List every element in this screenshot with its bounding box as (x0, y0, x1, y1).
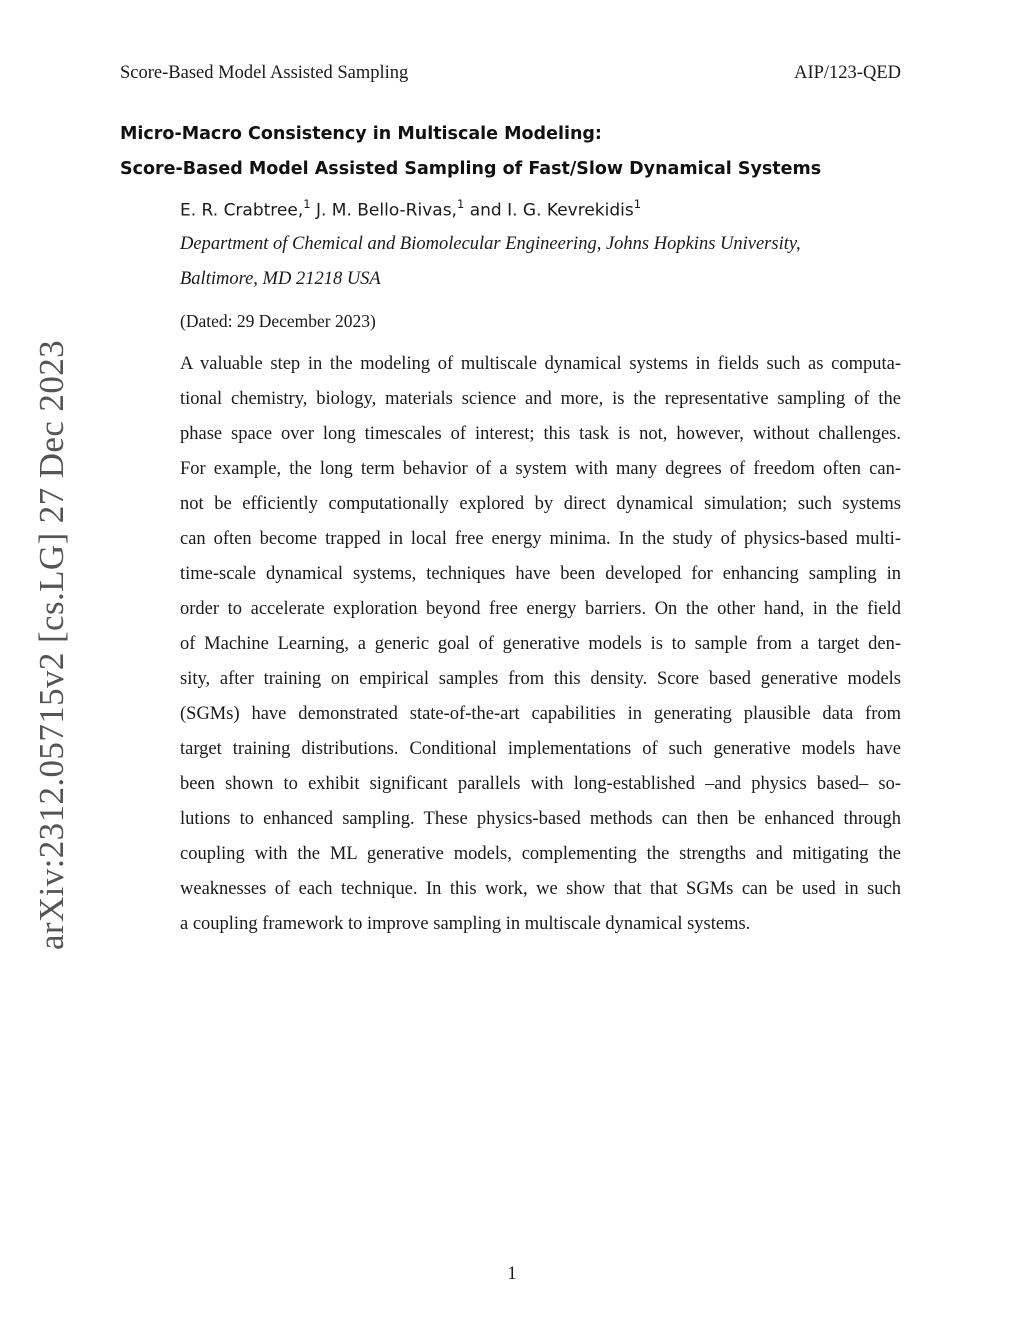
journal-code: AIP/123-QED (794, 63, 901, 83)
abstract-line: lutions to enhanced sampling. These physics-based methods can then be enhanced through (180, 809, 901, 829)
affiliation-line-1: Department of Chemical and Biomolecular Engineering, Johns Hopkins University, (180, 234, 801, 254)
author-name: and I. G. Kevrekidis (469, 200, 634, 221)
abstract-line: not be efficiently computationally explored by direct dynamical simulation; such systems (180, 494, 901, 514)
abstract-line: of Machine Learning, a generic goal of generative models is to sample from a target den- (180, 634, 901, 654)
abstract-line: can often become trapped in local free energy minima. In the study of physics-based multi- (180, 529, 901, 549)
abstract-line: target training distributions. Conditional implementations of such generative models have (180, 739, 901, 759)
abstract-line: weaknesses of each technique. In this work, we show that that SGMs can be used in such (180, 879, 901, 899)
abstract-line: coupling with the ML generative models, complementing the strengths and mitigating the (180, 844, 901, 864)
abstract-line: A valuable step in the modeling of multiscale dynamical systems in fields such as computa- (180, 354, 901, 374)
author-affiliation-mark: 1 (456, 197, 465, 211)
abstract-line: been shown to exhibit significant parallels with long-established –and physics based– so- (180, 774, 901, 794)
abstract-line: For example, the long term behavior of a system with many degrees of freedom often can- (180, 459, 901, 479)
abstract-line: time-scale dynamical systems, techniques have been developed for enhancing sampling in (180, 564, 901, 584)
abstract-line: tional chemistry, biology, materials science and more, is the representative sampling of the (180, 389, 901, 409)
author-name: J. M. Bello-Rivas, (315, 200, 457, 221)
running-header (120, 60, 901, 86)
abstract-line: order to accelerate exploration beyond free energy barriers. On the other hand, in the field (180, 599, 901, 619)
page-number: 1 (507, 1264, 517, 1284)
arxiv-identifier-stamp: arXiv:2312.05715v2 [cs.LG] 27 Dec 2023 (32, 339, 71, 951)
affiliation (180, 227, 900, 297)
abstract-line: sity, after training on empirical samples from this density. Score based generative models (180, 669, 901, 689)
abstract (180, 347, 901, 942)
author-affiliation-mark: 1 (633, 197, 642, 211)
date-line: (Dated: 29 December 2023) (180, 311, 376, 331)
abstract-line: phase space over long timescales of interest; this task is not, however, without challenges. (180, 424, 901, 444)
author-name: E. R. Crabtree, (180, 200, 304, 221)
title-line-2: Score-Based Model Assisted Sampling of Fast/Slow Dynamical Systems (120, 159, 822, 179)
affiliation-line-2: Baltimore, MD 21218 USA (180, 269, 381, 289)
running-title: Score-Based Model Assisted Sampling (120, 63, 409, 83)
author-list (180, 191, 641, 225)
paper-title (120, 117, 920, 187)
author-affiliation-mark: 1 (303, 197, 311, 211)
title-line-1: Micro-Macro Consistency in Multiscale Modeling: (120, 124, 602, 144)
abstract-line: (SGMs) have demonstrated state-of-the-art capabilities in generating plausible data from (180, 704, 901, 724)
abstract-line: a coupling framework to improve sampling in multiscale dynamical systems. (180, 914, 751, 934)
